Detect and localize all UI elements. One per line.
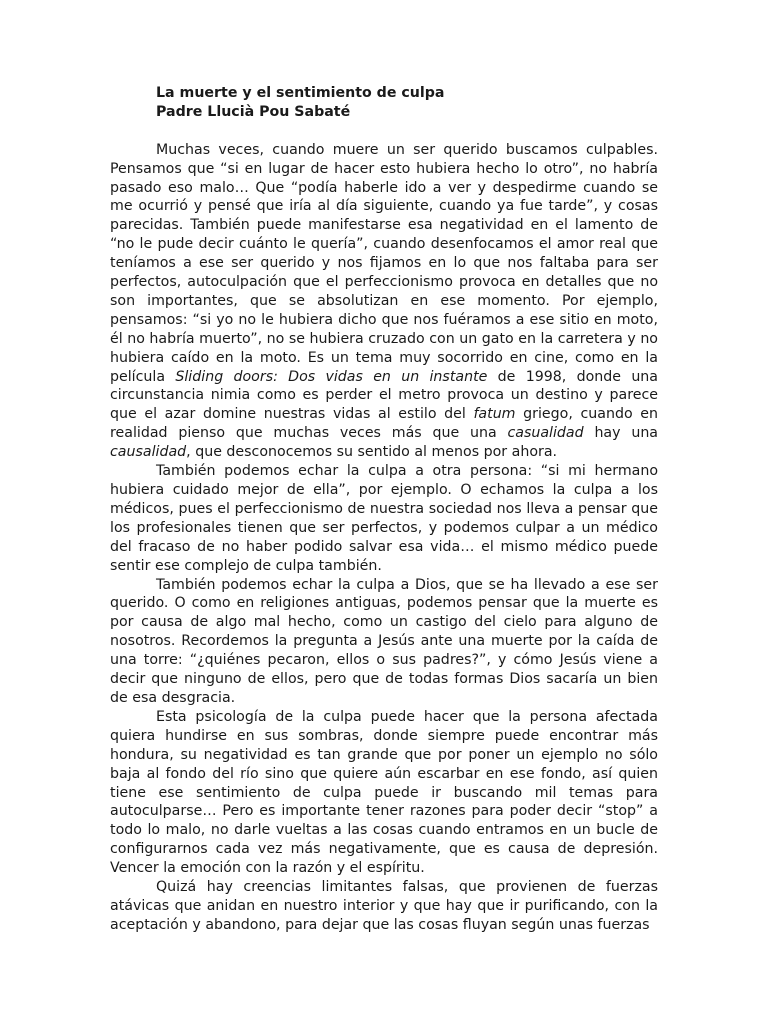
document-body — [110, 141, 658, 935]
title-block — [110, 84, 658, 122]
document-page — [110, 84, 658, 935]
paragraph — [110, 708, 658, 878]
paragraph-text: , que desconocemos su sentido al menos por ahora. — [186, 444, 558, 461]
paragraph-text: Muchas veces, cuando muere un ser querido buscamos culpables. Pensamos que “si en lugar de hacer esto hubiera hecho lo otro”, no habría pasado eso malo… Que “podía haberle ido a ver y despedirme cuando se me ocurrió y pensé que iría al día siguiente, cuando ya fue tarde”, y cosas parecidas. También puede manifestarse esa negatividad en el lamento de “no le pude decir cuánto le quería”, cuando desenfocamos el amor real que teníamos a ese ser querido y nos fijamos en lo que nos faltaba para ser perfectos, autoculpación que el perfeccionismo provoca en detalles que no son importantes, que se absolutizan en ese momento. Por ejemplo, pensamos: “si yo no le hubiera dicho que nos fuéramos a ese sitio en moto, él no habría muerto”, no se hubiera cruzado con un gato en la carretera y no hubiera caído en la moto. Es un tema muy socorrido en cine, como en la película — [110, 141, 658, 385]
paragraph-text: Quizá hay creencias limitantes falsas, que provienen de fuerzas atávicas que anidan en nuestro interior y que hay que ir purificando, con la aceptación y abandono, para dejar que las cosas fluyan según unas fuerzas — [110, 879, 658, 933]
paragraph-text: griego, cuando en realidad pienso que muchas veces más que una — [110, 406, 658, 442]
document-title: La muerte y el sentimiento de culpa — [156, 85, 445, 101]
paragraph-text: hay una — [583, 425, 659, 442]
paragraph-text: También podemos echar la culpa a Dios, que se ha llevado a ese ser querido. O como en religiones antiguas, podemos pensar que la muerte es por causa de algo mal hecho, como un castigo del cielo para alguno de nosotros. Recordemos la pregunta a Jesús ante una muerte por la caída de una torre: “¿quiénes pecaron, ellos o sus padres?”, y cómo Jesús viene a decir que ninguno de ellos, pero que de todas formas Dios sacaría un bien de esa desgracia. — [110, 576, 658, 706]
italic-text: causalidad — [110, 444, 187, 461]
italic-text: Sliding doors: Dos vidas en un instante — [175, 368, 488, 385]
paragraph-text: de 1998, donde una circunstancia nimia como es perder el metro provoca un destino y parece que el azar domine nuestras vidas al estilo del — [110, 368, 658, 423]
document-author: Padre Llucià Pou Sabaté — [156, 103, 351, 120]
paragraph — [110, 878, 658, 935]
paragraph — [110, 576, 658, 708]
paragraph-text: Esta psicología de la culpa puede hacer que la persona afectada quiera hundirse en sus sombras, donde siempre puede encontrar más hondura, su negatividad es tan grande que por poner un ejemplo no sólo baja al fondo del río sino que quiere aún escarbar en ese fondo, así quien tiene ese sentimiento de culpa puede ir buscando mil temas para autoculparse… Pero es importante tener razones para poder decir “stop” a todo lo malo, no darle vueltas a las cosas cuando entramos en un bucle de configurarnos cada vez más negativamente, que es causa de depresión. Vencer la emoción con la razón y el espíritu. — [110, 708, 658, 877]
italic-text: fatum — [473, 406, 516, 423]
paragraph — [110, 141, 658, 462]
paragraph-text: También podemos echar la culpa a otra persona: “si mi hermano hubiera cuidado mejor de ella”, por ejemplo. O echamos la culpa a los médicos, pues el perfeccionismo de nuestra sociedad nos lleva a pensar que los profesionales tienen que ser perfectos, y podemos culpar a un médico del fracaso de no haber podido salvar esa vida… el mismo médico puede sentir ese complejo de culpa también. — [110, 463, 658, 574]
italic-text: casualidad — [507, 425, 584, 442]
paragraph — [110, 462, 658, 575]
